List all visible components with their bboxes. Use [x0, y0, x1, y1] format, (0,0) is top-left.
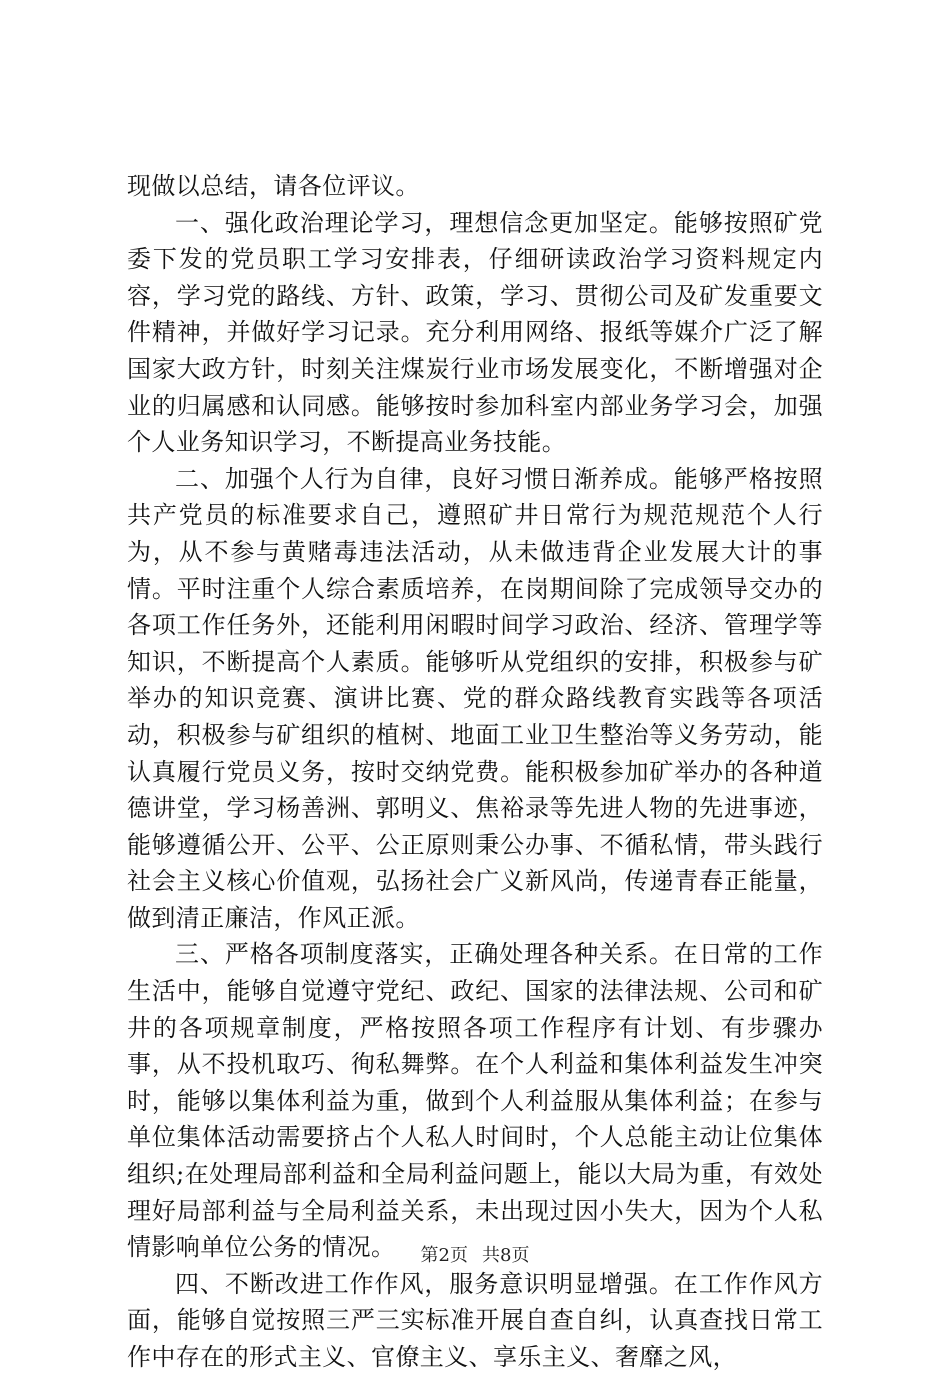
paragraph-political-study: 一、强化政治理论学习，理想信念更加坚定。能够按照矿党委下发的党员职工学习安排表，仔细研读政治学习资料规定内容，学习党的路线、方针、政策，学习、贯彻公司及矿发重要文件精神，并做好学习记录。充分利用网络、报纸等媒介广泛了解国家大政方针，时刻关注煤炭行业市场发展变化，不断增强对企业的归属感和认同感。能够按时参加科室内部业务学习会，加强个人业务知识学习，不断提高业务技能。 — [127, 208, 823, 457]
paragraph-work-style: 四、不断改进工作作风，服务意识明显增强。在工作作风方面，能够自觉按照三严三实标准开展自查自纠，认真查找日常工作中存在的形式主义、官僚主义、享乐主义、奢靡之风， — [127, 1269, 823, 1371]
page-total: 共8页 — [482, 1245, 530, 1266]
paragraph-continuation: 现做以总结，请各位评议。 — [127, 172, 420, 200]
page-footer — [0, 1244, 950, 1268]
paragraph-rules-compliance: 三、严格各项制度落实，正确处理各种关系。在日常的工作生活中，能够自觉遵守党纪、政纪、国家的法律法规、公司和矿井的各项规章制度，严格按照各项工作程序有计划、有步骤办事，从不投机取巧、徇私舞弊。在个人利益和集体利益发生冲突时，能够以集体利益为重，做到个人利益服从集体利益；在参与单位集体活动需要挤占个人私人时间时，个人总能主动让位集体组织;在处理局部利益和全局利益问题上，能以大局为重，有效处理好局部利益与全局利益关系，未出现过因小失大，因为个人私情影响单位公务的情况。 — [127, 940, 823, 1262]
page-number: 第2页 — [420, 1245, 468, 1266]
document-body — [127, 168, 823, 1376]
paragraph-self-discipline: 二、加强个人行为自律，良好习惯日渐养成。能够严格按照共产党员的标准要求自己，遵照矿井日常行为规范规范个人行为，从不参与黄赌毒违法活动，从未做违背企业发展大计的事情。平时注重个人综合素质培养，在岗期间除了完成领导交办的各项工作任务外，还能利用闲暇时间学习政治、经济、管理学等知识，不断提高个人素质。能够听从党组织的安排，积极参与矿举办的知识竞赛、演讲比赛、党的群众路线教育实践等各项活动，积极参与矿组织的植树、地面工业卫生整治等义务劳动，能认真履行党员义务，按时交纳党费。能积极参加矿举办的各种道德讲堂，学习杨善洲、郭明义、焦裕录等先进人物的先进事迹，能够遵循公开、公平、公正原则秉公办事、不循私情，带头践行社会主义核心价值观，弘扬社会广义新风尚，传递青春正能量，做到清正廉洁，作风正派。 — [127, 464, 823, 932]
